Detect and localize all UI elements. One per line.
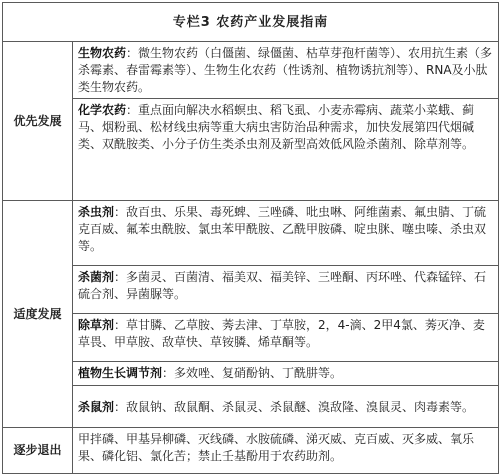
category-exit: 逐步退出 bbox=[3, 428, 73, 474]
category-moderate: 适度发展 bbox=[3, 201, 73, 428]
row-heading: 化学农药 bbox=[78, 103, 127, 117]
row-text: 甲拌磷、甲基异柳磷、灭线磷、水胺硫磷、涕灭威、克百威、灭多威、氧乐果、磷化铝、氯化苦；禁止壬基酚用于农药助剂。 bbox=[78, 432, 475, 463]
row-text: 微生物农药（白僵菌、绿僵菌、枯草芽孢杆菌等）、农用抗生素（多杀霉素、春雷霉素等）、生物生化农药（性诱剂、植物诱抗剂等）、RNA及小肽类生物农药。 bbox=[78, 46, 493, 94]
row-text: 多效唑、复硝酚钠、丁酰肼等。 bbox=[174, 366, 343, 380]
row-text: 敌百虫、乐果、毒死蜱、三唑磷、吡虫啉、阿维菌素、氟虫腈、丁硫克百威、氟苯虫酰胺、氯虫苯甲酰胺、乙酰甲胺磷、啶虫脒、噻虫嗪、杀虫双等。 bbox=[78, 205, 487, 253]
row-chemical-pesticides: 化学农药：重点面向解决水稻螟虫、稻飞虱、小麦赤霉病、蔬菜小菜蛾、蓟马、烟粉虱、松材线虫病等重大病虫害防治品种需求，加快发展第四代烟碱类、双酰胺类、小分子仿生类杀虫剂及新型高效低风险杀菌剂、除草剂等。 bbox=[73, 99, 499, 201]
table-title: 专栏3 农药产业发展指南 bbox=[3, 3, 499, 42]
row-fungicides: 杀菌剂：多菌灵、百菌清、福美双、福美锌、三唑酮、丙环唑、代森锰锌、石硫合剂、异菌脲等。 bbox=[73, 266, 499, 314]
row-insecticides: 杀虫剂：敌百虫、乐果、毒死蜱、三唑磷、吡虫啉、阿维菌素、氟虫腈、丁硫克百威、氟苯虫酰胺、氯虫苯甲酰胺、乙酰甲胺磷、啶虫脒、噻虫嗪、杀虫双等。 bbox=[73, 201, 499, 266]
row-text: 重点面向解决水稻螟虫、稻飞虱、小麦赤霉病、蔬菜小菜蛾、蓟马、烟粉虱、松材线虫病等重大病虫害防治品种需求，加快发展第四代烟碱类、双酰胺类、小分子仿生类杀虫剂及新型高效低风险杀菌剂、除草剂等。 bbox=[78, 103, 475, 151]
row-text: 多菌灵、百菌清、福美双、福美锌、三唑酮、丙环唑、代森锰锌、石硫合剂、异菌脲等。 bbox=[78, 270, 487, 301]
row-herbicides: 除草剂：草甘膦、乙草胺、莠去津、丁草胺，2，4-滴、2甲4氯、莠灭净、麦草畏、甲草胺、敌草快、草铵膦、烯草酮等。 bbox=[73, 314, 499, 362]
row-bio-pesticides: 生物农药：微生物农药（白僵菌、绿僵菌、枯草芽孢杆菌等）、农用抗生素（多杀霉素、春雷霉素等）、生物生化农药（性诱剂、植物诱抗剂等）、RNA及小肽类生物农药。 bbox=[73, 42, 499, 99]
row-plant-growth-regulators: 植物生长调节剂：多效唑、复硝酚钠、丁酰肼等。 bbox=[73, 362, 499, 386]
guide-table bbox=[2, 2, 499, 474]
row-heading: 植物生长调节剂 bbox=[78, 366, 163, 380]
row-heading: 杀鼠剂 bbox=[78, 399, 115, 414]
row-text: 草甘膦、乙草胺、莠去津、丁草胺，2，4-滴、2甲4氯、莠灭净、麦草畏、甲草胺、敌草快、草铵膦、烯草酮等。 bbox=[78, 318, 485, 349]
industry-guide-document bbox=[2, 2, 498, 463]
row-heading: 除草剂 bbox=[78, 318, 115, 332]
category-priority: 优先发展 bbox=[3, 42, 73, 201]
row-phase-out-list bbox=[73, 428, 499, 474]
row-heading: 杀虫剂 bbox=[78, 205, 115, 219]
row-heading: 生物农药 bbox=[78, 46, 127, 60]
row-rodenticides: 杀鼠剂：敌鼠钠、敌鼠酮、杀鼠灵、杀鼠醚、溴敌隆、溴鼠灵、肉毒素等。 bbox=[73, 386, 499, 428]
row-heading: 杀菌剂 bbox=[78, 270, 115, 284]
row-text: 敌鼠钠、敌鼠酮、杀鼠灵、杀鼠醚、溴敌隆、溴鼠灵、肉毒素等。 bbox=[126, 399, 475, 414]
